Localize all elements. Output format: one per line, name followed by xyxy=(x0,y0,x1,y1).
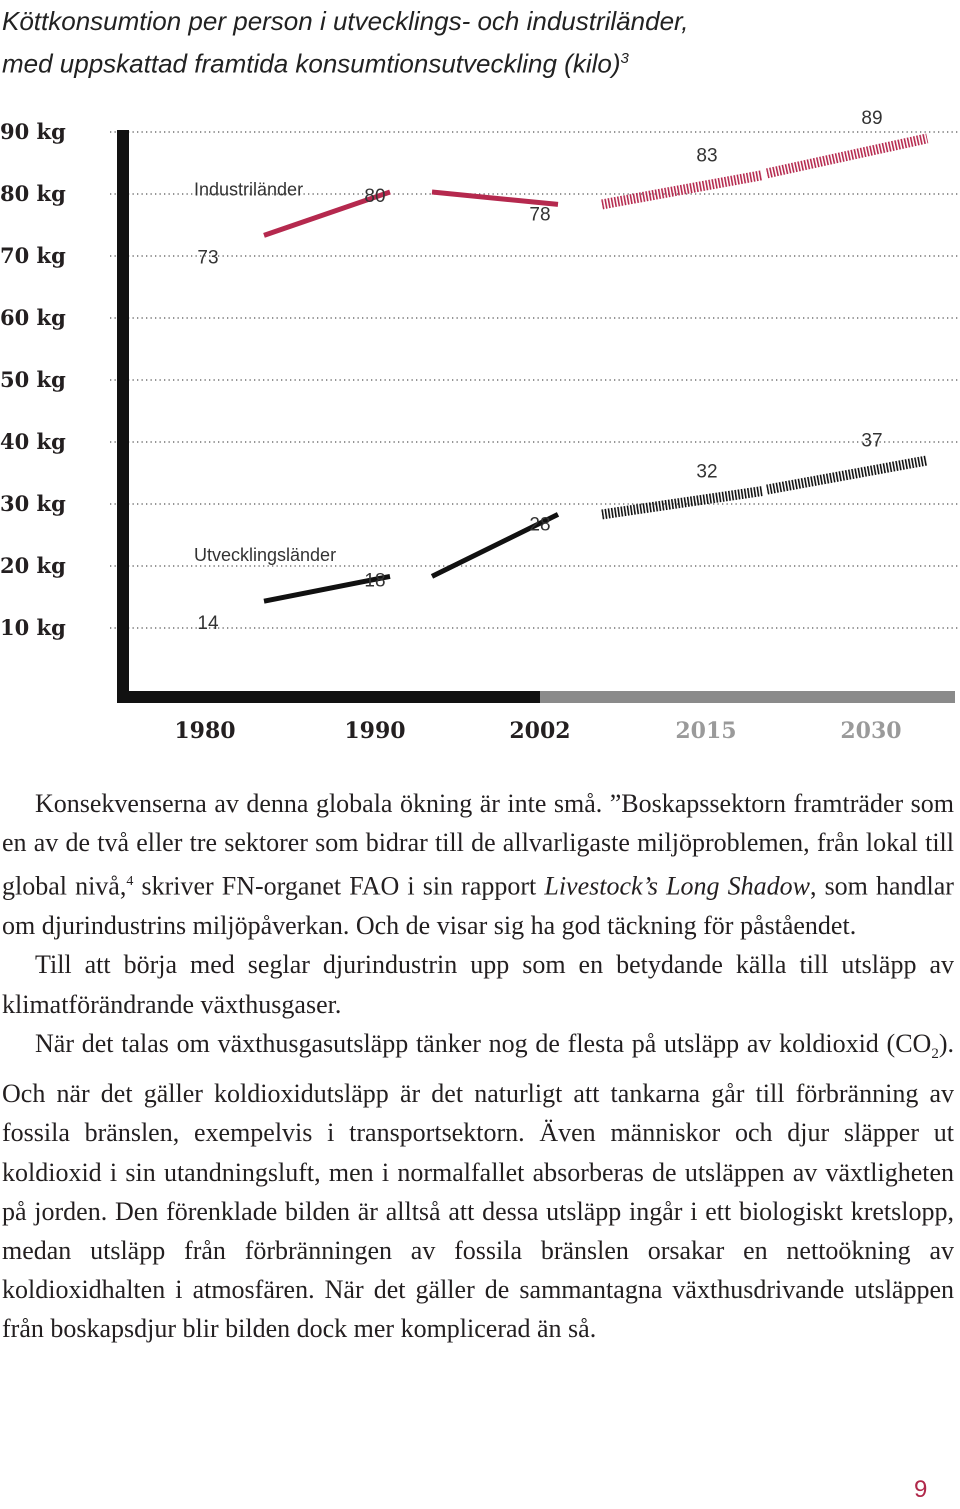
data-label: 83 xyxy=(696,145,718,167)
y-tick-label: 70 kg xyxy=(0,243,66,268)
x-tick-label: 2002 xyxy=(509,718,571,744)
article-body xyxy=(2,784,954,1349)
x-tick-label: 2030 xyxy=(840,718,902,744)
data-label: 14 xyxy=(197,613,219,635)
subscript-2: 2 xyxy=(931,1046,939,1063)
series-name-label: Industriländer xyxy=(194,179,304,200)
series-name-label: Utvecklingsländer xyxy=(194,545,337,566)
page-number: 9 xyxy=(914,1476,928,1503)
projected-segment xyxy=(766,133,928,178)
chart-title xyxy=(2,2,942,83)
y-axis-tick-labels xyxy=(0,119,66,640)
paragraph-3: När det talas om växthusgasutsläpp tänker nog de flesta på utsläpp av koldioxid $(CO_2)$. Och när det gäller koldioxidutsläpp är det naturligt att tankarna går till förbränning av fossila bränslen, exempelvis i transportsektorn. Även människor och djur släpper ut koldioxid i sin utandningsluft, men i normalfallet absorberas de utsläppen av växtligheten på jorden. Den förenklade bilden är alltså att dessa utsläpp ingår i ett biologiskt kretslopp, medan utsläpp från förbränningen av fossila bränslen orsakar en nettoökning av koldioxidhalten i atmosfären. När det gäller de sammantagna växthusdrivande utsläppen från boskapsdjur blir bilden dock mer komplicerad än så. xyxy=(2,1028,954,1344)
data-label: 28 xyxy=(529,514,551,536)
x-tick-label: 1980 xyxy=(174,718,236,744)
x-tick-label: 2015 xyxy=(675,718,737,744)
projected-segment xyxy=(601,170,763,209)
y-tick-label: 20 kg xyxy=(0,553,66,578)
report-title: Livestock’s Long Shadow xyxy=(544,872,810,902)
projected-segment xyxy=(766,455,928,494)
paragraph-1: Konsekvenserna av denna globala ökning är inte små. ”Boskapssektorn framträder som en av de två eller tre sektorer som bidrar till de allvarligaste miljöproblemen, från lokal till global nivå,$^4$ skriver FN-organet FAO i sin rapport Livestock’s Long Shadow, som handlar om djurindustrins miljöpåverkan. Och de visar sig ha god täckning för påståendet. xyxy=(2,789,954,941)
title-line-2: med uppskattad framtida konsumtionsutveckling (kilo) xyxy=(2,48,621,79)
title-footnote-ref: 3 xyxy=(620,50,629,67)
x-axis-tick-labels xyxy=(174,718,901,744)
y-tick-label: 10 kg xyxy=(0,615,66,640)
data-label: 78 xyxy=(529,204,551,226)
y-tick-label: 30 kg xyxy=(0,491,66,516)
y-tick-label: 90 kg xyxy=(0,119,66,144)
y-tick-label: 50 kg xyxy=(0,367,66,392)
y-tick-label: 40 kg xyxy=(0,429,66,454)
y-tick-label: 60 kg xyxy=(0,305,66,330)
series-segment xyxy=(432,192,558,204)
data-label: 18 xyxy=(364,570,386,592)
data-label: 80 xyxy=(364,186,386,207)
data-label: 89 xyxy=(861,108,883,130)
title-line-1: Köttkonsumtion per person i utvecklings- och industriländer, xyxy=(2,6,689,36)
x-tick-label: 1990 xyxy=(344,718,406,744)
footnote-ref-4: 4 xyxy=(126,874,134,890)
data-label: 73 xyxy=(197,247,219,269)
data-label: 32 xyxy=(696,461,718,483)
data-label: 37 xyxy=(861,430,883,452)
projected-segment xyxy=(601,486,763,519)
meat-consumption-chart xyxy=(0,100,960,750)
y-tick-label: 80 kg xyxy=(0,181,66,206)
paragraph-2: Till att börja med seglar djurindustrin upp som en betydande källa till utsläpp av klimatförändrande växthusgaser. xyxy=(2,950,954,1019)
data-labels xyxy=(194,108,883,634)
